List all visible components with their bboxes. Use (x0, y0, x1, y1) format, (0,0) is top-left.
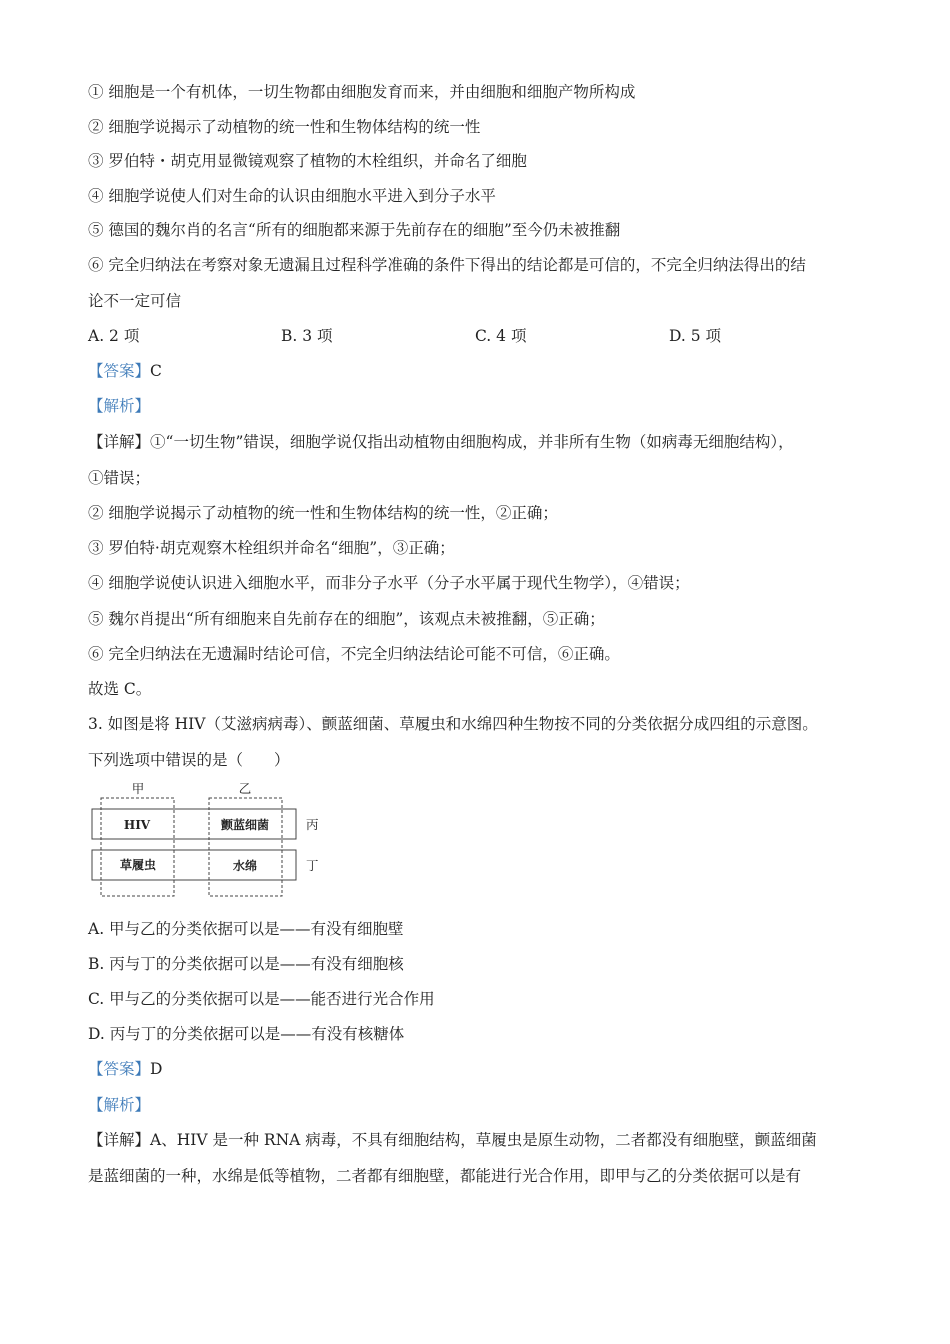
statement-1: ① 细胞是一个有机体，一切生物都由细胞发育而来，并由细胞和细胞产物所构成 (88, 83, 636, 101)
q2-conclusion: 故选 C。 (88, 680, 152, 698)
statement-6-cont: 论不一定可信 (88, 292, 182, 310)
statement-4: ④ 细胞学说使人们对生命的认识由细胞水平进入到分子水平 (88, 187, 496, 205)
detail-text: ①“一切生物”错误，细胞学说仅指出动植物由细胞构成，并非所有生物（如病毒无细胞结构）， (150, 433, 794, 451)
organism-cyanobacteria: 颤蓝细菌 (220, 818, 270, 832)
q2-detail-4: ③ 罗伯特·胡克观察木栓组织并命名“细胞”，③正确； (88, 539, 455, 557)
q3-answer (88, 1059, 162, 1079)
q2-option-d: D. 5 项 (669, 327, 722, 345)
detail-tag: 【详解】 (88, 433, 151, 451)
detail-text: A、HIV 是一种 RNA 病毒，不具有细胞结构，草履虫是原生动物，二者都没有细胞壁，颤蓝细菌 (150, 1131, 817, 1149)
detail-tag: 【详解】 (88, 1131, 151, 1149)
statement-2: ② 细胞学说揭示了动植物的统一性和生物体结构的统一性 (88, 118, 481, 136)
label-bing: 丙 (306, 817, 319, 832)
label-ding: 丁 (306, 858, 319, 873)
q2-detail-2: ①错误； (88, 469, 151, 487)
q2-detail-6: ⑤ 魏尔肖提出“所有细胞来自先前存在的细胞”，该观点未被推翻，⑤正确； (88, 610, 605, 628)
organism-hiv: HIV (123, 818, 151, 832)
analysis-tag: 【解析】 (88, 1096, 151, 1114)
statement-6: ⑥ 完全归纳法在考察对象无遗漏且过程科学准确的条件下得出的结论都是可信的，不完全归纳法得出的结 (88, 256, 806, 274)
organism-spirogyra: 水绵 (232, 859, 258, 873)
answer-tag: 【答案】 (88, 362, 151, 380)
q2-answer (88, 361, 162, 381)
organism-paramecium: 草履虫 (119, 858, 157, 872)
q2-detail-7: ⑥ 完全归纳法在无遗漏时结论可信，不完全归纳法结论可能不可信，⑥正确。 (88, 645, 620, 663)
analysis-tag: 【解析】 (88, 397, 151, 415)
q2-detail-5: ④ 细胞学说使认识进入细胞水平，而非分子水平（分子水平属于现代生物学），④错误； (88, 574, 690, 592)
q3-option-a: A. 甲与乙的分类依据可以是——有没有细胞壁 (88, 920, 404, 938)
q3-option-b: B. 丙与丁的分类依据可以是——有没有细胞核 (88, 955, 404, 973)
answer-value: D (150, 1060, 163, 1078)
statement-3: ③ 罗伯特・胡克用显微镜观察了植物的木栓组织，并命名了细胞 (88, 152, 527, 170)
answer-value: C (150, 362, 162, 380)
q3-analysis (88, 1095, 150, 1115)
q2-option-a: A. 2 项 (88, 327, 140, 345)
q3-detail-2: 是蓝细菌的一种，水绵是低等植物，二者都有细胞壁，都能进行光合作用，即甲与乙的分类依据可以是有 (88, 1167, 802, 1185)
q3-option-d: D. 丙与丁的分类依据可以是——有没有核糖体 (88, 1025, 405, 1043)
classification-diagram (88, 778, 328, 900)
q2-option-c: C. 4 项 (475, 327, 527, 345)
q2-analysis (88, 396, 150, 416)
q3-detail-1 (88, 1130, 817, 1150)
label-yi: 乙 (238, 781, 252, 796)
statement-5: ⑤ 德国的魏尔肖的名言“所有的细胞都来源于先前存在的细胞”至今仍未被推翻 (88, 221, 621, 239)
q2-option-b: B. 3 项 (281, 327, 333, 345)
group-jia-box (101, 798, 174, 896)
answer-tag: 【答案】 (88, 1060, 151, 1078)
q2-detail-1 (88, 432, 794, 452)
label-jia: 甲 (131, 781, 145, 796)
q2-detail-3: ② 细胞学说揭示了动植物的统一性和生物体结构的统一性，②正确； (88, 504, 558, 522)
q3-stem-2: 下列选项中错误的是（ ） (88, 751, 290, 769)
q3-stem-1: 3. 如图是将 HIV（艾滋病病毒）、颤蓝细菌、草履虫和水绵四种生物按不同的分类依据分成四组的示意图。 (88, 715, 818, 733)
q3-option-c: C. 甲与乙的分类依据可以是——能否进行光合作用 (88, 990, 435, 1008)
group-yi-box (209, 798, 282, 896)
